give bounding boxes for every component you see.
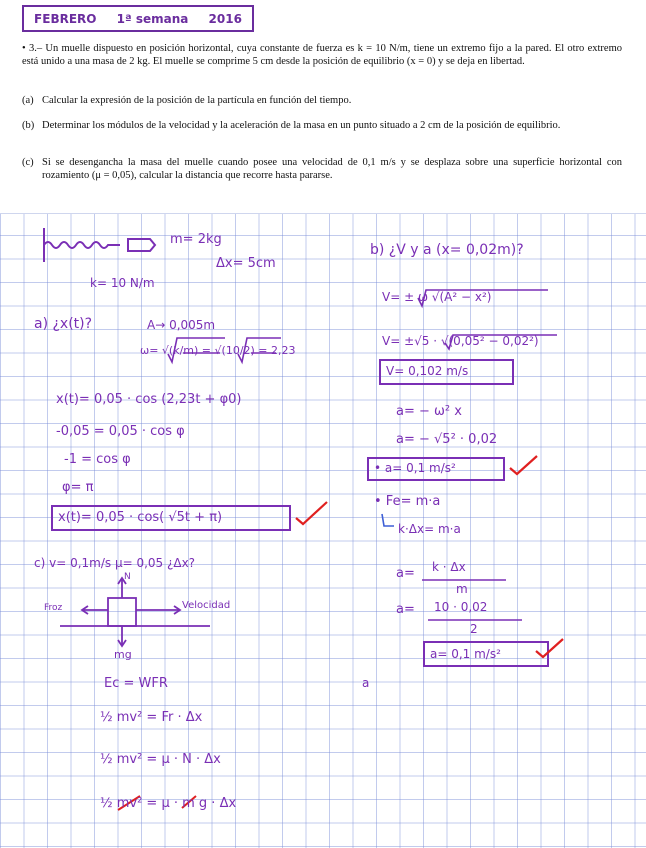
header-year: 2016 [208,11,242,26]
blue-hook-arrow [382,514,394,526]
hw-a-result2: a= 0,1 m/s² [430,647,501,661]
hw-fe: • Fe= m·a [374,494,441,509]
hw-mg-label: mg [114,648,132,661]
hw-stray-a: a [362,676,370,690]
question-a-text: Calcular la expresión de la posición de la partícula en función del tiempo. [42,95,352,106]
hw-froz-label: Froz [44,603,63,613]
hw-mass: m= 2kg [170,232,222,247]
hw-velocity-label: Velocidad [182,600,231,611]
hw-step1: -0,05 = 0,05 · cos φ [56,424,185,439]
hw-a-frac-label: a= [396,566,415,581]
question-c-label: (c) [22,157,34,168]
hw-a-frac-label2: a= [396,602,415,617]
hw-k: k= 10 N/m [90,276,155,290]
check-marks [296,456,563,657]
hw-step2: -1 = cos φ [64,452,131,467]
hw-ec: Ec = WFR [104,676,168,691]
hw-amplitude: A→ 0,005m [147,318,216,332]
free-body-diagram [60,578,210,646]
hw-a-frac-den: m [456,582,468,596]
question-b-label: (b) [22,120,35,131]
spring-coil [44,242,120,248]
header-week: 1ª semana [116,11,189,26]
hw-k-dx: k·Δx= m·a [398,522,461,536]
hw-eq2: ½ mv² = μ · N · Δx [100,752,221,767]
check-icon [510,456,537,474]
hw-x-result: x(t)= 0,05 · cos( √5t + π) [58,510,223,525]
hw-eq3: ½ mv² = μ · m g · Δx [100,796,237,811]
question-a-label: (a) [22,95,34,106]
hw-a-result: • a= 0,1 m/s² [374,461,456,475]
hw-a-question: a) ¿x(t)? [34,316,93,332]
hw-a-frac-den2: 2 [470,622,478,636]
hw-v-result: V= 0,102 m/s [386,364,469,378]
hw-b-question: b) ¿V y a (x= 0,02m)? [370,242,524,258]
header-month: FEBRERO [34,11,97,26]
hw-a-frac-num2: 10 · 0,02 [434,600,488,614]
problem-statement: • 3.– Un muelle dispuesto en posición horizontal, cuya constante de fuerza es k = 10 N/m, tiene un extremo fijo a la pared. El otro extremo está unido a una masa de 2 kg. El muelle se comprime 5 cm desde la posición de equilibrio (x = 0) y se deja en libertad. [22,43,622,67]
hw-step3: φ= π [62,480,94,495]
hw-a-calc: a= − √5² · 0,02 [396,432,498,447]
hw-eq1: ½ mv² = Fr · Δx [100,710,203,725]
hw-v-calc: V= ±√5 · √(0,05² − 0,02²) [382,334,539,348]
check-icon [296,502,327,524]
hw-x-general: x(t)= 0,05 · cos (2,23t + φ0) [56,392,242,407]
question-c-text: Si se desengancha la masa del muelle cuando posee una velocidad de 0,1 m/s y se desplaza sobre una superficie horizontal con rozamiento (μ = 0,05), calcular la distancia que recorre hasta pararse. [42,157,622,181]
hw-a-frac-num: k · Δx [432,560,466,574]
block [108,598,136,626]
hw-c-question: c) v= 0,1m/s μ= 0,05 ¿Δx? [34,556,196,570]
hw-a-formula: a= − ω² x [396,404,462,419]
hw-normal-label: N [124,572,131,582]
hw-v-formula: V= ± ω √(A² − x²) [382,290,492,304]
mass-block [128,239,155,251]
hw-omega: ω= √(k/m) = √(10/2) = 2,23 [140,344,296,357]
question-b-text: Determinar los módulos de la velocidad y la aceleración de la masa en un punto situado a 2 cm de la posición de equilibrio. [42,120,561,131]
spring-diagram [44,228,155,262]
hw-delta-x: Δx= 5cm [216,256,276,271]
